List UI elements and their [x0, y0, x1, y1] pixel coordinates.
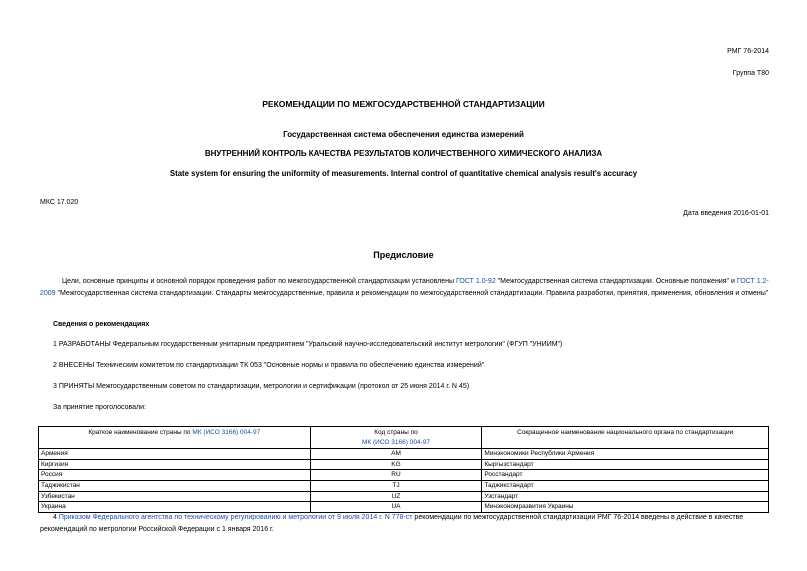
header-code-text: Код страны по	[374, 429, 418, 436]
foreword-heading: Предисловие	[373, 250, 434, 260]
body-cell: Кыргызстандарт	[482, 459, 769, 470]
code-cell: UA	[310, 502, 482, 513]
country-cell: Россия	[39, 470, 311, 481]
doc-english-title: State system for ensuring the uniformity of measurements. Internal control of quantitative chemical analysis result's accuracy	[169, 169, 638, 178]
table-row	[39, 502, 769, 513]
country-cell: Армения	[39, 449, 311, 460]
doc-subject-title: ВНУТРЕННИЙ КОНТРОЛЬ КАЧЕСТВА РЕЗУЛЬТАТОВ КОЛИЧЕСТВЕННОГО ХИМИЧЕСКОГО АНАЛИЗА	[204, 149, 603, 158]
header-country	[39, 427, 311, 449]
foreword-text-c: "Межгосударственная система стандартизации. Стандарты межгосударственные, правила и рекомендации по межгосударственной стандартизации. Правила разработки, принятия, применения, обновления и отмены"	[55, 290, 769, 297]
item-4	[40, 512, 770, 536]
doc-code: РМГ 76-2014	[727, 48, 769, 55]
info-heading: Сведения о рекомендациях	[53, 321, 150, 328]
item-4-text: рекомендации по межгосударственной стандартизации РМГ 76-2014 введены в действие в качестве рекомендаций по метрологии Российской Федерации с 1 января 2016 г.	[40, 514, 744, 533]
doc-main-title: РЕКОМЕНДАЦИИ ПО МЕЖГОСУДАРСТВЕННОЙ СТАНДАРТИЗАЦИИ	[262, 99, 545, 109]
order-778-link[interactable]: Приказом Федерального агентства по техническому регулированию и метрологии от 9 июля 2014 г. N 778-ст	[58, 514, 413, 521]
foreword-text-a: Цели, основные принципы и основной порядок проведения работ по межгосударственной стандартизации установлены	[62, 278, 456, 285]
gost-1-2-2009-link[interactable]: ГОСТ 1.2-2009	[40, 278, 769, 297]
body-cell: Узстандарт	[482, 491, 769, 502]
header-country-text: Краткое наименование страны по	[88, 429, 193, 436]
item-1: 1 РАЗРАБОТАНЫ Федеральным государственным унитарным предприятием "Уральский научно-исследовательский институт метрологии" (ФГУП "УНИИМ")	[53, 341, 563, 348]
code-cell: TJ	[310, 480, 482, 491]
code-cell: UZ	[310, 491, 482, 502]
foreword-paragraph	[40, 276, 770, 300]
body-cell: Таджикстандарт	[482, 480, 769, 491]
foreword-text-b: "Межгосударственная система стандартизации. Основные положения" и	[495, 278, 737, 285]
country-cell: Украина	[39, 502, 311, 513]
header-body: Сокращенное наименование национального органа по стандартизации	[482, 427, 769, 449]
voted-label: За принятие проголосовали:	[53, 404, 146, 411]
intro-date: Дата введения 2016-01-01	[683, 210, 769, 217]
item-2: 2 ВНЕСЕНЫ Техническим комитетом по стандартизации ТК 053 "Основные нормы и правила по обеспечению единства измерений"	[53, 362, 485, 369]
table-row	[39, 449, 769, 460]
country-cell: Таджикистан	[39, 480, 311, 491]
doc-system-title: Государственная система обеспечения единства измерений	[283, 130, 524, 139]
country-cell: Узбекистан	[39, 491, 311, 502]
table-row	[39, 491, 769, 502]
code-cell: AM	[310, 449, 482, 460]
table-header-row	[39, 427, 769, 449]
code-cell: RU	[310, 470, 482, 481]
code-cell: KG	[310, 459, 482, 470]
mks-code: МКС 17.020	[40, 199, 79, 206]
table-row	[39, 470, 769, 481]
body-cell: Росстандарт	[482, 470, 769, 481]
country-cell: Киргизия	[39, 459, 311, 470]
doc-group: Группа Т80	[732, 70, 769, 77]
item-4-number: 4	[53, 514, 59, 521]
voting-table	[38, 426, 769, 513]
mk-iso-link-2[interactable]: МК (ИСО 3166) 004-97	[362, 438, 430, 446]
mk-iso-link[interactable]: МК (ИСО 3166) 004-97	[192, 429, 261, 436]
table-row	[39, 480, 769, 491]
item-3: 3 ПРИНЯТЫ Межгосударственным советом по стандартизации, метрологии и сертификации (протокол от 25 июня 2014 г. N 45)	[53, 383, 470, 390]
gost-1-0-92-link[interactable]: ГОСТ 1.0-92	[455, 278, 496, 285]
header-code	[310, 427, 482, 449]
body-cell: Минэкономики Республики Армения	[482, 449, 769, 460]
body-cell: Минэкономразвития Украины	[482, 502, 769, 513]
table-row	[39, 459, 769, 470]
